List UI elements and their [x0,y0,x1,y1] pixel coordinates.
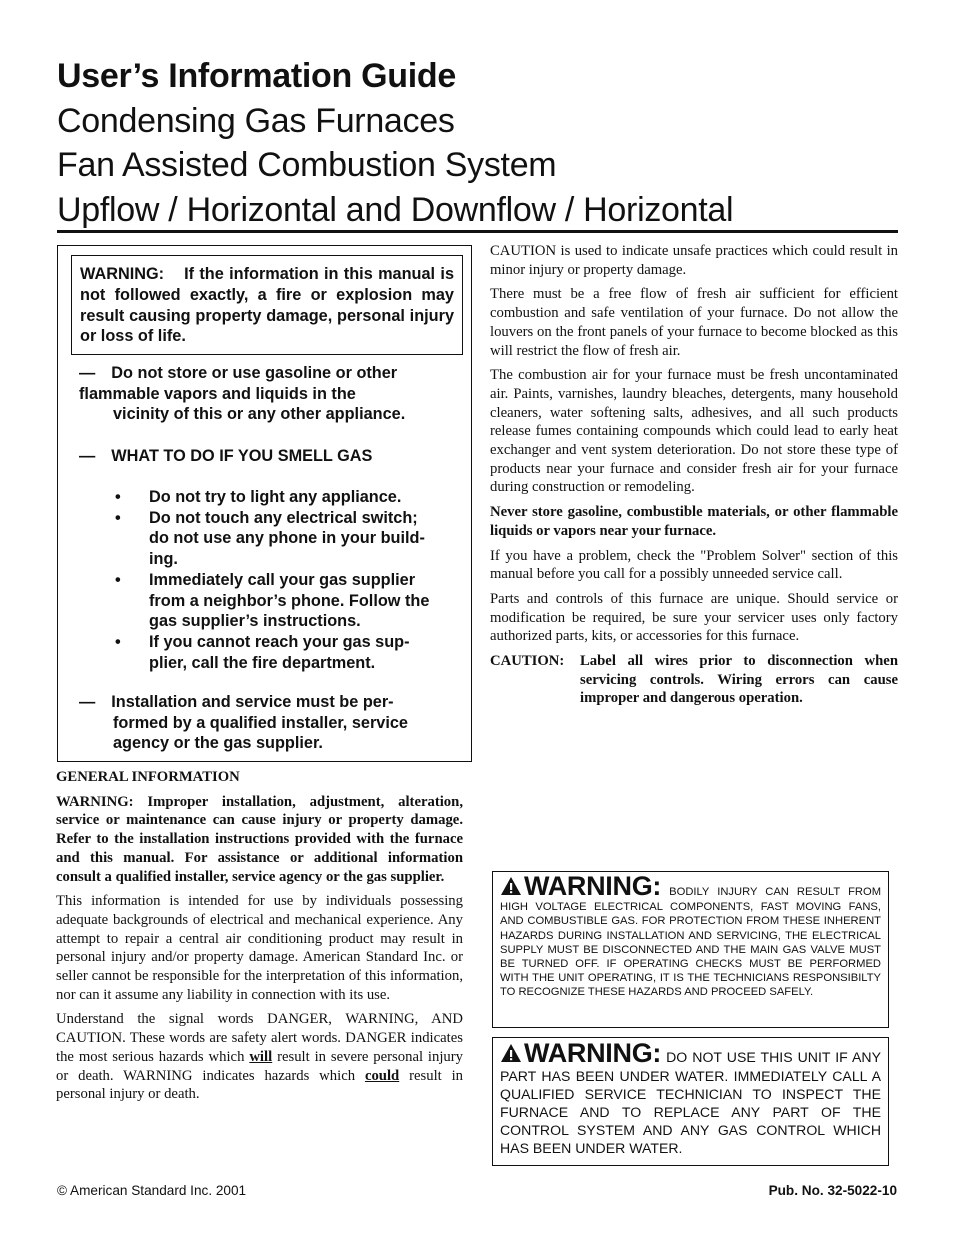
right-para-2: There must be a free flow of fresh air sufficient for efficient combustion and safe ventilation of your furnace. Do not allow the louvers on the front panels of your furnace to become blocked as this will restrict the flow of fresh air. [490,286,898,359]
bullet-mark: • [115,570,121,589]
general-heading: GENERAL INFORMATION [56,769,240,785]
gas-item-3-line-2: formed by a qualified installer, service [113,713,408,732]
list-item [115,632,460,673]
gas-warning-box [57,245,472,762]
gas-item-3-line-1: Installation and service must be per- [111,693,394,711]
title-block [57,54,902,232]
warning-label: WARNING: [524,871,662,901]
caution-text: Label all wires prior to disconnection when servicing controls. Wiring errors can cause improper and dangerous operation. [580,653,898,707]
caution-note [490,652,898,708]
para2-part-c: result in personal injury or death. [56,1067,464,1103]
warning-triangle-icon [500,876,522,900]
bullet-4-line-1: If you cannot reach your gas sup- [149,632,410,651]
gas-bullet-list [115,487,460,673]
bullet-4-line-2: plier, call the fire department. [149,653,376,672]
general-para-1: This information is intended for use by individuals possessing adequate backgrounds of electrical and mechanical experience. Any attempt to repair a central air conditioning product may result in personal injury and/or property damage. American Standard Inc. or seller cannot be responsible for the interpretation of this information, nor can it assume any liability in connection with its use. [56,893,463,1003]
footer-copyright: © American Standard Inc. 2001 [57,1183,247,1198]
gas-item-1-line-2: flammable vapors and liquids in the [79,384,356,403]
inner-warning-label: WARNING: [80,265,165,283]
dash-mark: — [79,693,96,711]
bullet-2-line-3: ing. [149,550,178,569]
list-item [115,487,460,508]
para2-could: could [364,1067,400,1084]
title-rule [57,230,898,233]
para2-will: will [249,1048,273,1065]
right-para-5: If you have a problem, check the "Problem Solver" section of this manual before you call for a possibly unneeded service call. [490,547,898,583]
list-item [115,570,460,632]
bullet-mark: • [115,488,121,506]
general-information [56,768,463,1110]
bullet-mark: • [115,508,121,527]
footer-pub-number: Pub. No. 32-5022-10 [768,1183,897,1198]
gas-item-1 [79,363,405,425]
warning-label: WARNING: [524,1038,662,1068]
bullet-3-line-1: Immediately call your gas supplier [149,570,416,589]
page-title: User’s Information Guide [57,57,456,95]
right-para-6: Parts and controls of this furnace are unique. Should service or modification be required, be sure your servicer uses only factory authorized parts, kits, or accessories for this furnace. [490,590,898,645]
subtitle-line-3: Fan Assisted Combustion System [57,146,557,184]
right-para-4: Never store gasoline, combustible materials, or other flammable liquids or vapors near your furnace. [490,504,898,539]
bullet-2-line-2: do not use any phone in your build- [149,529,425,548]
bullet-3-line-2: from a neighbor’s phone. Follow the [149,591,430,610]
dash-mark: — [79,364,96,382]
list-item [115,508,460,570]
right-para-1: CAUTION is used to indicate unsafe practices which could result in minor injury or property damage. [490,243,898,278]
warning-box-2-text: DO NOT USE THIS UNIT IF ANY PART HAS BEEN UNDER WATER. IMMEDIATELY CALL A QUALIFIED SERVICE TECHNICIAN TO INSPECT THE FURNACE AND TO REPLACE ANY PART OF THE CONTROL SYSTEM AND ANY GAS CONTROL WHICH HAS BEEN UNDER WATER. [500,1049,881,1156]
subtitle-line-4: Upflow / Horizontal and Downflow / Horizontal [57,190,734,229]
inner-warning-text: If the information in this manual is not followed exactly, a fire or explosion may result causing property damage, personal injury or loss of life. [80,265,454,346]
gas-item-3 [79,692,408,754]
gas-item-3-line-3: agency or the gas supplier. [113,734,323,753]
warning-box-water [492,1037,889,1166]
inner-warning-box [71,255,463,355]
right-para-3: The combustion air for your furnace must be fresh uncontaminated air. Paints, varnishes, laundry bleaches, detergents, many household cleaners, water softening salts, adhesives, and all such products release fumes containing compounds which could lead to early heat exchanger and vent system deterioration. Do not store these type of products near your furnace and consider fresh air for your furnace during construction or remodeling. [490,367,898,496]
para2-part-a: Understand the signal words DANGER, WARNING, AND CAUTION. These words are safety alert words. DANGER indicates the most serious hazards which [56,1011,463,1065]
dash-mark: — [79,447,96,465]
bullet-2-line-1: Do not touch any electrical switch; [149,508,418,527]
general-warning: WARNING: Improper installation, adjustment, alteration, service or maintenance can cause injury or property damage. Refer to the installation instructions provided with the furnace and this manual. For assistance or additional information consult a qualified installer, service agency or the gas supplier. [56,793,463,885]
right-column [490,242,898,714]
gas-item-1-line-1: Do not store or use gasoline or other [111,364,398,382]
warning-box-1-text: BODILY INJURY CAN RESULT FROM HIGH VOLTAGE ELECTRICAL COMPONENTS, FAST MOVING FANS, AND COMBUSTIBLE GAS. FOR PROTECTION FROM THESE INHERENT HAZARDS DURING INSTALLATION AND SERVICING, THE ELECTRICAL SUPPLY MUST BE DISCONNECTED AND THE MAIN GAS VALVE MUST BE TURNED OFF. IF OPERATING CHECKS MUST BE PERFORMED WITH THE UNIT OPERATING, IT IS THE TECHNICIANS RESPONSIBILTY TO RECOGNIZE THESE HAZARDS AND PROCEED SAFELY. [500,886,882,999]
bullet-mark: • [115,632,121,651]
warning-box-electrical [492,871,889,1028]
warning-triangle-icon [500,1043,522,1068]
general-para-2 [56,1010,463,1104]
subtitle-line-2: Condensing Gas Furnaces [57,101,455,140]
gas-item-2 [79,446,372,467]
gas-item-1-line-3: vicinity of this or any other appliance. [113,405,406,424]
bullet-3-line-3: gas supplier’s instructions. [149,612,361,631]
gas-item-2-text: WHAT TO DO IF YOU SMELL GAS [111,447,373,465]
bullet-1-text: Do not try to light any appliance. [149,488,402,506]
caution-label: CAUTION: [490,653,565,670]
para2-part-b: result in severe personal injury or death. WARNING indicates hazards which [56,1048,464,1084]
